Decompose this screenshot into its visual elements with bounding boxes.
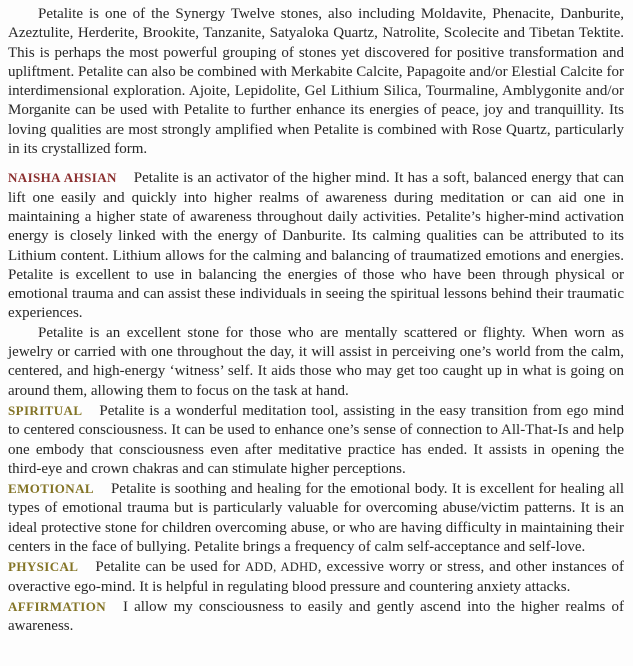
paragraph-affirmation-text: I allow my consciousness to easily and gently ascend into the higher realms of awareness. (8, 598, 624, 635)
section-label-naisha-ahsian: NAISHA AHSIAN (8, 170, 117, 186)
paragraph-physical-text-start: Petalite can be used for (95, 559, 246, 576)
paragraph-emotional-text: Petalite is soothing and healing for the emotional body. It is excellent for healing all types of emotional trauma but is particularly valuable for overcoming abuse/victim patterns. It is an ideal protective stone for children overcoming abuse, or who are having difficulty in maintaining their centers in the face of bullying. Petalite brings a frequency of calm self-acceptance and self-love. (8, 481, 624, 556)
paragraph-naisha-ahsian (8, 168, 624, 323)
section-label-affirmation: AFFIRMATION (8, 598, 107, 614)
paragraph-naisha-ahsian-text: Petalite is an activator of the higher mind. It has a soft, balanced energy that can lift one easily and quickly into higher realms of awareness during meditation or can aid one in maintaining a higher state of awareness throughout daily activities. Petalite’s higher-mind activation energy is closely linked with the energy of Danburite. Its calming qualities can be attributed to its Lithium content. Lithium allows for the calming and balancing of traumatized emotions and energies. Petalite is excellent to use in balancing the energies of those who have been through physical or emotional trauma and can assist these individuals in seeing the spiritual lessons behind their traumatic experiences. (8, 170, 624, 322)
paragraph-physical-acronyms: ADD, ADHD (245, 560, 318, 575)
paragraph-excellent-stone: Petalite is an excellent stone for those who are mentally scattered or flighty. When worn as jewelry or carried with one throughout the day, it will assist in perceiving one’s world from the calm, centered, and high-energy ‘witness’ self. It aids those who may get too caught up in what is going on around them, allowing them to focus on the task at hand. (8, 324, 624, 399)
section-label-emotional: EMOTIONAL (8, 481, 94, 497)
section-label-spiritual: SPIRITUAL (8, 402, 83, 418)
paragraph-synergy-intro: Petalite is one of the Synergy Twelve stones, also including Moldavite, Phenacite, Danburite, Azeztulite, Herderite, Brookite, Tanzanite, Satyaloka Quartz, Natrolite, Scolecite and Tibetan Tektite. This is perhaps the most powerful grouping of stones yet discovered for positive transformation and upliftment. Petalite can also be combined with Merkabite Calcite, Papagoite and/or Elestial Calcite for interdimensional exploration. Ajoite, Lepidolite, Gel Lithium Silica, Tourmaline, Amblygonite and/or Morganite can be used with Petalite to further enhance its energies of peace, joy and tranquillity. Its loving qualities are most strongly amplified when Petalite is combined with Rose Quartz, particularly in its crystallized form. (8, 6, 624, 158)
paragraph-physical-text-end: , excessive worry or stress, and other instances of overactive ego-mind. It is helpful in regulating blood pressure and countering anxiety attacks. (8, 559, 624, 595)
section-label-physical: PHYSICAL (8, 559, 79, 575)
paragraph-spiritual-text: Petalite is a wonderful meditation tool, assisting in the easy transition from ego mind to centered consciousness. It can be used to enhance one’s sense of connection to All-That-Is and help one embody that consciousness even after meditative practice has ended. It assists in opening the third-eye and crown chakras and can stimulate higher perceptions. (8, 402, 624, 477)
paragraph-spiritual (8, 401, 624, 479)
paragraph-physical (8, 557, 624, 597)
paragraph-emotional (8, 479, 624, 557)
paragraph-affirmation (8, 597, 624, 637)
